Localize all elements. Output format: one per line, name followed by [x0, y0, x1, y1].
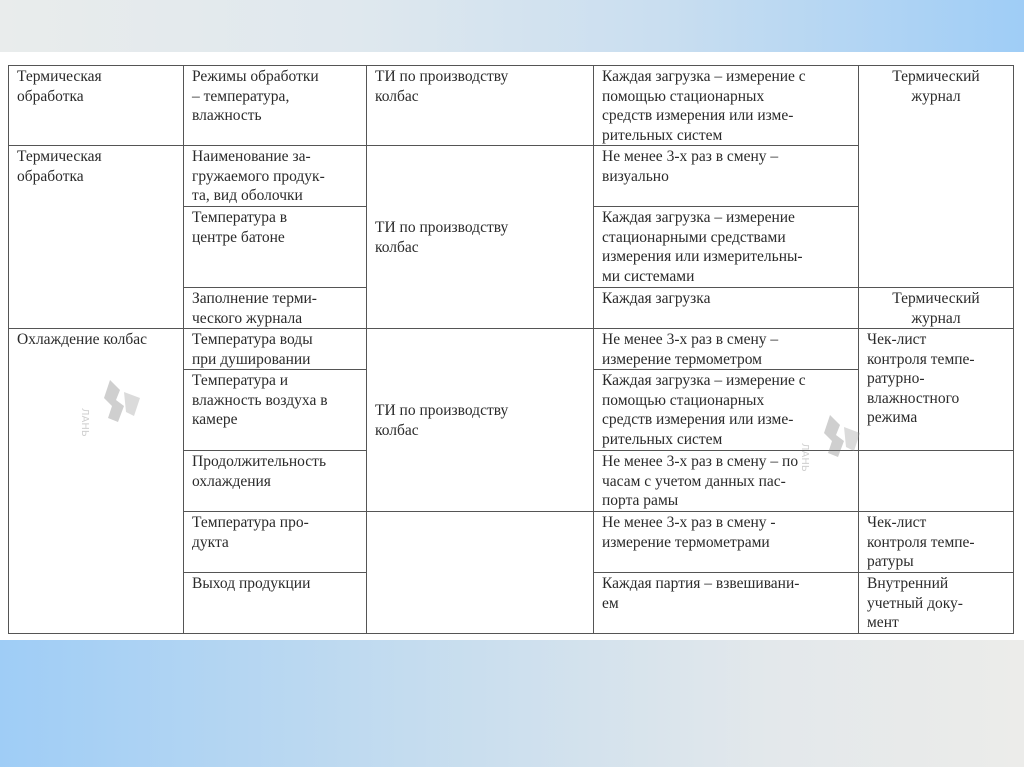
table-cell: Не менее 3-х раз в смену – по часам с учетом данных пас- порта рамы — [594, 451, 859, 512]
table-cell: Термическая обработка — [9, 146, 184, 329]
table-cell: Термический журнал — [859, 66, 1014, 288]
table-cell: Каждая загрузка — [594, 288, 859, 329]
table-cell: Каждая загрузка – измерение стационарными средствами измерения или измерительны- ми системами — [594, 207, 859, 288]
table-cell: Внутренний учетный доку- мент — [859, 573, 1014, 634]
table-row — [9, 329, 1014, 370]
table-cell: ТИ по производству колбас — [367, 329, 594, 512]
table-cell: Температура воды при душировании — [184, 329, 367, 370]
quality-control-table — [8, 65, 1014, 634]
table-cell: Не менее 3-х раз в смену – визуально — [594, 146, 859, 207]
table-cell: Заполнение терми- ческого журнала — [184, 288, 367, 329]
lan-publisher-logo-icon — [79, 372, 152, 437]
table-cell: Температура про- дукта — [184, 512, 367, 573]
table-cell: Температура и влажность воздуха в камере — [184, 370, 367, 451]
table-cell: Термический журнал — [859, 288, 1014, 329]
table-cell: Термическая обработка — [9, 66, 184, 146]
table-cell — [367, 512, 594, 634]
table-cell: Чек-лист контроля темпе- ратурно- влажностного режима — [859, 329, 1014, 451]
table-cell: Чек-лист контроля темпе- ратуры — [859, 512, 1014, 573]
lan-publisher-logo-icon — [799, 407, 872, 472]
table-cell: ТИ по производству колбас — [367, 146, 594, 329]
table-cell: Наименование за- гружаемого продук- та, вид оболочки — [184, 146, 367, 207]
document-page — [0, 52, 1024, 640]
table-cell: Каждая партия – взвешивани- ем — [594, 573, 859, 634]
table-cell: Температура в центре батоне — [184, 207, 367, 288]
watermark-text: ЛАНЬ — [79, 408, 90, 437]
table-cell: Каждая загрузка – измерение с помощью стационарных средств измерения или изме- рительных систем — [594, 370, 859, 451]
table-cell: Каждая загрузка – измерение с помощью стационарных средств измерения или изме- рительных систем — [594, 66, 859, 146]
table-cell: Не менее 3-х раз в смену - измерение термометрами — [594, 512, 859, 573]
table-row — [9, 66, 1014, 146]
table-cell: Продолжительность охлаждения — [184, 451, 367, 512]
table-cell: Охлаждение колбас — [9, 329, 184, 634]
slide-bottom-band — [0, 640, 1024, 767]
table-cell: Выход продукции — [184, 573, 367, 634]
table-cell: Не менее 3-х раз в смену – измерение термометром — [594, 329, 859, 370]
table-cell: Режимы обработки – температура, влажность — [184, 66, 367, 146]
table-cell: ТИ по производству колбас — [367, 66, 594, 146]
slide-top-band — [0, 0, 1024, 52]
watermark-text: ЛАНЬ — [799, 443, 810, 472]
table-cell — [859, 451, 1014, 512]
